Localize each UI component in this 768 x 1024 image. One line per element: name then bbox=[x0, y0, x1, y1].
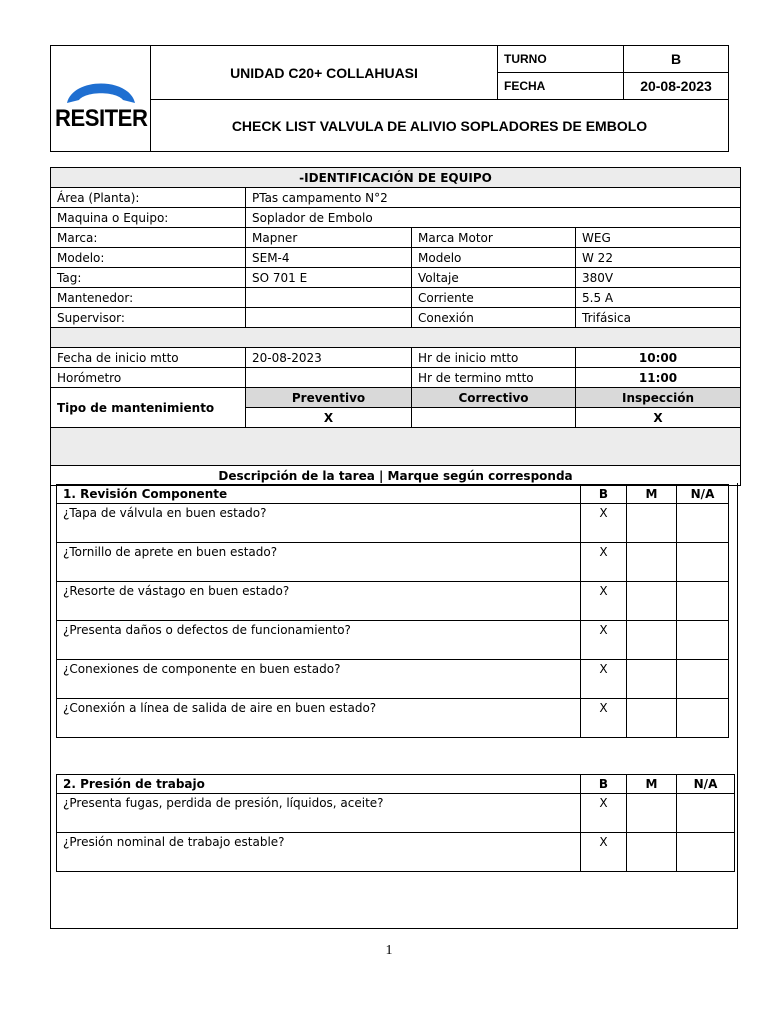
corriente-value: 5.5 A bbox=[576, 288, 741, 308]
mark-b[interactable]: X bbox=[581, 794, 627, 833]
hr-inicio-label: Hr de inicio mtto bbox=[412, 348, 576, 368]
mark-na[interactable] bbox=[677, 699, 729, 738]
question: ¿Conexión a línea de salida de aire en buen estado? bbox=[57, 699, 581, 738]
mark-m[interactable] bbox=[627, 621, 677, 660]
mark-b[interactable]: X bbox=[581, 543, 627, 582]
checklist-row bbox=[57, 699, 729, 738]
marca-motor-value: WEG bbox=[576, 228, 741, 248]
section2-title: 2. Presión de trabajo bbox=[57, 775, 581, 794]
preventivo-mark: X bbox=[246, 408, 412, 428]
mark-b[interactable]: X bbox=[581, 699, 627, 738]
unit-name: UNIDAD C20+ COLLAHUASI bbox=[151, 46, 498, 100]
supervisor-value bbox=[246, 308, 412, 328]
supervisor-label: Supervisor: bbox=[51, 308, 246, 328]
checklist-row bbox=[57, 582, 729, 621]
mantenedor-value bbox=[246, 288, 412, 308]
correctivo-header: Correctivo bbox=[412, 388, 576, 408]
col-na-header: N/A bbox=[677, 485, 729, 504]
mark-m[interactable] bbox=[627, 504, 677, 543]
mark-na[interactable] bbox=[677, 543, 729, 582]
question: ¿Presenta daños o defectos de funcionamiento? bbox=[57, 621, 581, 660]
hr-termino-value: 11:00 bbox=[576, 368, 741, 388]
section1-title: 1. Revisión Componente bbox=[57, 485, 581, 504]
marca-value: Mapner bbox=[246, 228, 412, 248]
document-title: CHECK LIST VALVULA DE ALIVIO SOPLADORES DE EMBOLO bbox=[151, 100, 729, 152]
fecha-inicio-label: Fecha de inicio mtto bbox=[51, 348, 246, 368]
mark-m[interactable] bbox=[627, 660, 677, 699]
checklist-row bbox=[57, 794, 735, 833]
page-number: 1 bbox=[385, 943, 393, 958]
hr-termino-label: Hr de termino mtto bbox=[412, 368, 576, 388]
area-label: Área (Planta): bbox=[51, 188, 246, 208]
tipo-mantenimiento-label: Tipo de mantenimiento bbox=[51, 388, 246, 428]
marca-motor-label: Marca Motor bbox=[412, 228, 576, 248]
fecha-inicio-value: 20-08-2023 bbox=[246, 348, 412, 368]
logo-dome-icon bbox=[61, 67, 141, 107]
question: ¿Conexiones de componente en buen estado? bbox=[57, 660, 581, 699]
horometro-value bbox=[246, 368, 412, 388]
mark-na[interactable] bbox=[677, 660, 729, 699]
tag-label: Tag: bbox=[51, 268, 246, 288]
question: ¿Tornillo de aprete en buen estado? bbox=[57, 543, 581, 582]
mark-b[interactable]: X bbox=[581, 621, 627, 660]
voltaje-label: Voltaje bbox=[412, 268, 576, 288]
checklist-row bbox=[57, 543, 729, 582]
col-m-header: M bbox=[627, 775, 677, 794]
col-b-header: B bbox=[581, 485, 627, 504]
modelo-motor-label: Modelo bbox=[412, 248, 576, 268]
mark-b[interactable]: X bbox=[581, 660, 627, 699]
col-m-header: M bbox=[627, 485, 677, 504]
mark-b[interactable]: X bbox=[581, 833, 627, 872]
ident-title: -IDENTIFICACIÓN DE EQUIPO bbox=[51, 168, 741, 188]
mark-m[interactable] bbox=[627, 794, 677, 833]
question: ¿Presenta fugas, perdida de presión, líquidos, aceite? bbox=[57, 794, 581, 833]
checklist-row bbox=[57, 621, 729, 660]
question: ¿Tapa de válvula en buen estado? bbox=[57, 504, 581, 543]
question: ¿Resorte de vástago en buen estado? bbox=[57, 582, 581, 621]
horometro-label: Horómetro bbox=[51, 368, 246, 388]
turno-label: TURNO bbox=[498, 46, 624, 73]
fecha-value: 20-08-2023 bbox=[624, 73, 729, 100]
mark-na[interactable] bbox=[677, 621, 729, 660]
mark-b[interactable]: X bbox=[581, 582, 627, 621]
modelo-label: Modelo: bbox=[51, 248, 246, 268]
inspeccion-mark: X bbox=[576, 408, 741, 428]
corriente-label: Corriente bbox=[412, 288, 576, 308]
company-logo bbox=[51, 46, 151, 152]
document-header bbox=[50, 45, 729, 152]
checklist-row bbox=[57, 833, 735, 872]
checklist-row bbox=[57, 660, 729, 699]
checklist-row bbox=[57, 504, 729, 543]
conexion-label: Conexión bbox=[412, 308, 576, 328]
mark-m[interactable] bbox=[627, 582, 677, 621]
col-b-header: B bbox=[581, 775, 627, 794]
voltaje-value: 380V bbox=[576, 268, 741, 288]
section-working-pressure bbox=[56, 774, 735, 872]
mantenedor-label: Mantenedor: bbox=[51, 288, 246, 308]
inspeccion-header: Inspección bbox=[576, 388, 741, 408]
notes-area bbox=[51, 428, 741, 466]
spacer-row bbox=[51, 328, 741, 348]
area-value: PTas campamento N°2 bbox=[246, 188, 741, 208]
mark-na[interactable] bbox=[677, 833, 735, 872]
correctivo-mark bbox=[412, 408, 576, 428]
mark-na[interactable] bbox=[677, 582, 729, 621]
maquina-label: Maquina o Equipo: bbox=[51, 208, 246, 228]
task-description-header: Descripción de la tarea | Marque según corresponda bbox=[51, 466, 741, 486]
tag-value: SO 701 E bbox=[246, 268, 412, 288]
preventivo-header: Preventivo bbox=[246, 388, 412, 408]
mark-m[interactable] bbox=[627, 699, 677, 738]
mark-b[interactable]: X bbox=[581, 504, 627, 543]
section-component-review bbox=[56, 484, 729, 738]
marca-label: Marca: bbox=[51, 228, 246, 248]
col-na-header: N/A bbox=[677, 775, 735, 794]
hr-inicio-value: 10:00 bbox=[576, 348, 741, 368]
mark-na[interactable] bbox=[677, 504, 729, 543]
logo-text: RESITER bbox=[54, 104, 148, 132]
mark-na[interactable] bbox=[677, 794, 735, 833]
fecha-label: FECHA bbox=[498, 73, 624, 100]
modelo-motor-value: W 22 bbox=[576, 248, 741, 268]
question: ¿Presión nominal de trabajo estable? bbox=[57, 833, 581, 872]
maquina-value: Soplador de Embolo bbox=[246, 208, 741, 228]
mark-m[interactable] bbox=[627, 833, 677, 872]
modelo-value: SEM-4 bbox=[246, 248, 412, 268]
equipment-identification bbox=[50, 167, 741, 486]
mark-m[interactable] bbox=[627, 543, 677, 582]
conexion-value: Trifásica bbox=[576, 308, 741, 328]
turno-value: B bbox=[624, 46, 729, 73]
